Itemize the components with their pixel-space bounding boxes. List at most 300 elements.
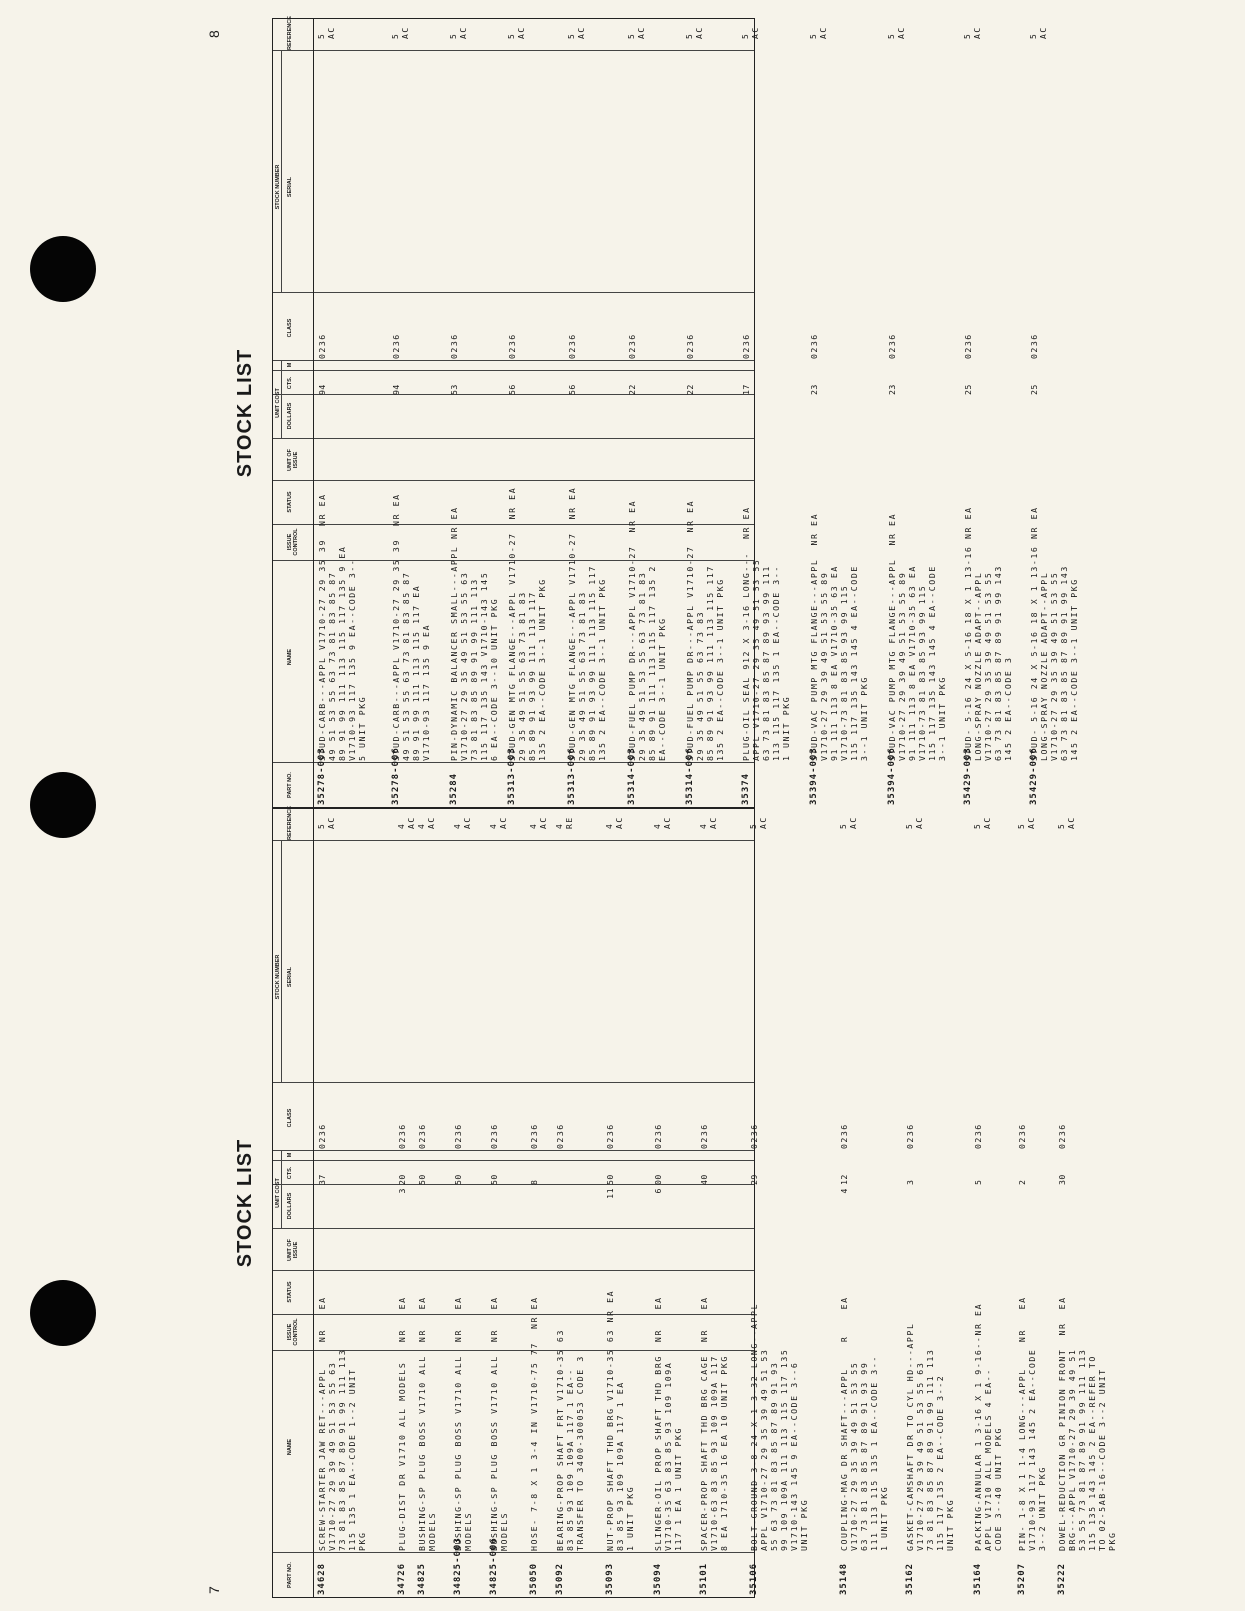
header-stock-number: STOCK NUMBER [275, 164, 281, 210]
item-description [529, 1231, 539, 1551]
description-line: 115 117 135 143 V1710-143 145 [479, 571, 489, 761]
page-title: STOCK LIST [234, 348, 256, 478]
description-line: 73 81 83 85 87 89 91 99 111 113 [925, 1348, 935, 1551]
reference-code: 5 AC [567, 26, 586, 39]
description-line: STUD-VAC PUMP MTG FLANGE---APPL NR EA [809, 512, 819, 761]
item-description [391, 441, 431, 761]
reference-code: 5 AC [317, 26, 336, 39]
unit-cost-cents: 50 [453, 1174, 463, 1185]
column-divider [273, 1184, 754, 1185]
description-line: 83 85 93 109 109A 117 1 EA [615, 1381, 625, 1551]
description-line: NUT-PROP SHAFT THD BRG V1710-35 63 NR EA [605, 1289, 615, 1551]
part-number: 35101 [699, 1562, 709, 1595]
class-code: 0236 [653, 1123, 663, 1149]
description-line: 85 89 91 93 99 111 113 117 [527, 591, 537, 761]
description-line: 6 EA--CODE 3--10 UNIT PKG [489, 597, 499, 761]
reference-code: 5 AC [973, 816, 992, 829]
description-line: 5 UNIT PKG [357, 695, 367, 761]
unit-cost-cents: 40 [699, 1174, 709, 1185]
class-code: 0236 [699, 1123, 709, 1149]
description-line: UNIT PKG [945, 1498, 955, 1551]
item-description [653, 1231, 683, 1551]
item-description [685, 441, 725, 761]
item-description [555, 1231, 585, 1551]
header-status: STATUS [287, 1281, 293, 1303]
part-number: 35313-003 [507, 747, 517, 805]
reference-code: 5 AC [839, 816, 858, 829]
header-subdivider [281, 1151, 282, 1229]
part-number: 35094 [653, 1562, 663, 1595]
part-number: 35093 [605, 1562, 615, 1595]
reference-code: 5 AC [887, 26, 906, 39]
header-dollars: DOLLARS [287, 1192, 293, 1220]
description-line: 53 55 73 81 87 89 91 99 111 113 [1077, 1348, 1087, 1551]
header-unit-of-issue: UNIT OF ISSUE [287, 449, 299, 471]
page-title: STOCK LIST [234, 1138, 256, 1268]
part-number: 34825 [417, 1562, 427, 1595]
header-issue-control: ISSUE CONTROL [287, 1318, 299, 1346]
class-code: 0236 [391, 333, 401, 359]
unit-cost-cents: 94 [391, 384, 401, 395]
unit-cost-cents: 25 [963, 384, 973, 395]
part-number: 35148 [839, 1562, 849, 1595]
header-reference: REFERENCE [287, 16, 293, 50]
description-line: 63 73 81 83 85 87 89 91 93 99 [859, 1361, 869, 1551]
column-divider [273, 50, 754, 51]
description-line: APPL V1710 ALL MODELS 4 EA-- [983, 1368, 993, 1551]
description-line: PIN- 1-8 X 1 1-4 LONG---APPL NR EA [1017, 1296, 1027, 1551]
unit-cost-cents: 3 [905, 1179, 915, 1185]
header-subdivider [281, 51, 282, 293]
unit-cost-cents: 53 [449, 384, 459, 395]
item-description [417, 1231, 437, 1551]
description-line: 73 81 83 85 87 89 91 99 111 113 [337, 1348, 347, 1551]
unit-cost-dollars: 6 [653, 1188, 663, 1194]
item-description [699, 1231, 729, 1551]
reference-code: 4 AC [529, 816, 548, 829]
description-line: 49 51 53 55 63 73 81 83 85 87 [401, 571, 411, 761]
description-line: APPL V1710-27 29 35 39 49 51 53 [759, 1348, 769, 1551]
table-header [273, 806, 314, 1597]
unit-cost-dollars: 11 [605, 1188, 615, 1199]
description-line: 85 89 91 111 113 115 117 135 2 [647, 565, 657, 761]
description-line: 115 135 1 EA--CODE 1--2 UNIT [347, 1368, 357, 1551]
description-line: PLUG-DIST DR V1710 ALL MODELS NR EA [397, 1296, 407, 1551]
description-line: 89 91 99 111 113 115 117 135 9 EA [337, 545, 347, 761]
description-line: PACKING-ANNULAR 1 3-16 X 1 9-16--NR EA [973, 1302, 983, 1551]
description-line: MODELS [463, 1511, 473, 1551]
description-line: V1710-27 29 35 39 49 51 53 55 [1049, 571, 1059, 761]
column-divider [273, 1082, 754, 1083]
unit-cost-cents: 94 [317, 384, 327, 395]
description-line: STUD-VAC PUMP MTG FLANGE---APPL NR EA [887, 512, 897, 761]
unit-cost-dollars: 4 [839, 1188, 849, 1194]
header-unit-cost: UNIT COST [275, 388, 281, 418]
description-line: STUD-FUEL PUMP DR---APPL V1710-27 NR EA [685, 499, 695, 761]
page-number: 7 [206, 1586, 222, 1594]
description-line: V1710-93 117 135 9 EA [421, 623, 431, 761]
description-line: BEARING-PROP SHAFT FRT V1710-35 63 [555, 1329, 565, 1551]
description-line: PLUG-OIL SEAL 912 X 3-16 LONG--- NR EA [741, 506, 751, 761]
description-line: 145 2 EA--CODE 3 [1003, 656, 1013, 761]
page-7-panel [200, 806, 1117, 1598]
header-cts: CTS. [287, 376, 293, 390]
part-number: 35429-006 [1029, 747, 1039, 805]
class-code: 0236 [839, 1123, 849, 1149]
table-header [273, 16, 314, 807]
description-line: MODELS [499, 1511, 509, 1551]
class-code: 0236 [605, 1123, 615, 1149]
header-dollars: DOLLARS [287, 402, 293, 430]
column-divider [273, 1228, 754, 1229]
item-description [317, 1231, 367, 1551]
description-line: TRANSFER TO 3400-300053 CODE 3 [575, 1355, 585, 1551]
description-line: UNIT PKG [799, 1498, 809, 1551]
item-description [809, 441, 869, 761]
header-cts: CTS. [287, 1166, 293, 1180]
header-part-no: PART NO. [287, 772, 293, 798]
description-line: SPACER-PROP SHAFT THD BRG CAGE NR EA [699, 1296, 709, 1551]
unit-cost-cents: 17 [741, 384, 751, 395]
unit-cost-cents: 37 [317, 1174, 327, 1185]
description-line: V1710-73 81 83 85 93 99 115 [917, 584, 927, 761]
description-line: STUD-FUEL PUMP DR---APPL V1710-27 NR EA [627, 499, 637, 761]
stock-table [272, 806, 1117, 1598]
unit-cost-cents: 50 [489, 1174, 499, 1185]
description-line: 3--1 UNIT PKG [859, 676, 869, 761]
header-reference: REFERENCE [287, 806, 293, 840]
reference-code: 4 AC [605, 816, 624, 829]
reference-code: 5 AC [507, 26, 526, 39]
description-line: 29 35 49 51 55 63 73 81 83 [517, 591, 527, 761]
header-class: CLASS [287, 318, 293, 338]
header-stock-number: STOCK NUMBER [275, 954, 281, 1000]
description-line: SLINGER-OIL PROP SHAFT THD BRG NR EA [653, 1296, 663, 1551]
description-line: 115 117 135 2 EA--CODE 3--2 [935, 1374, 945, 1551]
part-number: 35374 [741, 772, 751, 805]
column-divider [273, 370, 754, 371]
description-line: STUD-GEN MTG FLANGE---APPL V1710-27 NR EA [567, 486, 577, 761]
column-divider [273, 438, 754, 439]
description-line: 113 115 117 135 1 EA--CODE 3-- [771, 565, 781, 761]
page-8 [200, 16, 1079, 808]
description-line: 91 111 113 8 EA V1710-35 63 EA [907, 565, 917, 761]
description-line: 3--1 UNIT PKG [937, 676, 947, 761]
item-description [1057, 1231, 1117, 1551]
item-description [453, 1231, 473, 1551]
description-line: V1710-27 29 35 39 49 51 53 55 [983, 571, 993, 761]
part-number: 35313-006 [567, 747, 577, 805]
description-line: MODELS [427, 1511, 437, 1551]
description-line: 111 113 115 135 1 EA--CODE 3-- [869, 1355, 879, 1551]
reference-code: 5 AC [741, 26, 760, 39]
description-line: 91 111 113 8 EA V1710-35 63 EA [829, 565, 839, 761]
unit-cost-cents: 50 [417, 1174, 427, 1185]
description-line: GASKET-CAMSHAFT DR TO CYL HD---APPL [905, 1322, 915, 1551]
header-class: CLASS [287, 1108, 293, 1128]
header-unit-of-issue: UNIT OF ISSUE [287, 1239, 299, 1261]
description-line: BRG---APPL V1710-27 29 39 49 51 [1067, 1348, 1077, 1551]
part-number: 35314-006 [685, 747, 695, 805]
class-code: 0236 [887, 333, 897, 359]
description-line: V1710-27 29 35 39 49 51 53 55 [849, 1361, 859, 1551]
class-code: 0236 [489, 1123, 499, 1149]
description-line: 115 135 143 145 2 EA--REFER TO [1087, 1355, 1097, 1551]
item-description [973, 1231, 1003, 1551]
description-line: PKG [1107, 1531, 1117, 1551]
description-line: 63 73 81 83 85 87 89 91 99 143 [993, 565, 1003, 761]
reference-code: 5 AC [627, 26, 646, 39]
header-m: M [287, 362, 293, 368]
column-divider [273, 1160, 754, 1161]
reference-code: 4 AC [417, 816, 436, 829]
part-number: 35394-003 [809, 747, 819, 805]
description-line: BOLT-GROUND 3-8 24 X 1 3-32 LONG--APPL [749, 1302, 759, 1551]
class-code: 0236 [627, 333, 637, 359]
class-code: 0236 [417, 1123, 427, 1149]
part-number: 35222 [1057, 1562, 1067, 1595]
binder-hole-top [30, 236, 96, 302]
description-line: 145 2 EA--CODE 3--1 UNIT PKG [1069, 578, 1079, 761]
class-code: 0236 [529, 1123, 539, 1149]
part-number: 35284 [449, 772, 459, 805]
reference-code: 4 AC [397, 816, 416, 829]
class-code: 0236 [567, 333, 577, 359]
description-line: LONG-SPRAY NOZZLE ADAPT--APPL [973, 571, 983, 761]
description-line: 3--2 UNIT PKG [1037, 1466, 1047, 1551]
class-code: 0236 [1017, 1123, 1027, 1149]
unit-cost-cents: 29 [749, 1174, 759, 1185]
unit-cost-cents: 2 [1017, 1179, 1027, 1185]
column-divider [273, 1552, 754, 1553]
part-number: 35429-003 [963, 747, 973, 805]
description-line: STUD-CARB---APPL V1710-27 29 35 39 NR EA [317, 493, 327, 761]
description-line: CODE 3--40 UNIT PKG [993, 1426, 1003, 1551]
part-number: 35314-003 [627, 747, 637, 805]
description-line: DOWEL-REDUCTION GR PINION FRONT NR EA [1057, 1296, 1067, 1551]
description-line: BUSHING-SP PLUG BOSS V1710 ALL NR EA [453, 1296, 463, 1551]
page-7 [200, 806, 1117, 1598]
column-divider [273, 1150, 754, 1151]
description-line: 135 2 EA--CODE 3--1 UNIT PKG [537, 578, 547, 761]
description-line: 85 89 91 93 99 111 113 115 117 [587, 565, 597, 761]
description-line: 63 73 81 83 85 87 89 91 99 143 [1059, 565, 1069, 761]
item-description [1017, 1231, 1047, 1551]
header-issue-control: ISSUE CONTROL [287, 528, 299, 556]
description-line: STUD-GEN MTG FLANGE---APPL V1710-27 NR EA [507, 486, 517, 761]
description-line: 115 117 135 143 145 4 EA--CODE [927, 565, 937, 761]
description-line: V1710-27 29 35 49 51 53 55 63 [459, 571, 469, 761]
description-line: V1710-93 117 143 145 2 EA--CODE [1027, 1348, 1037, 1551]
description-line: TO 02-5AB-16--CODE 3--2 UNIT [1097, 1368, 1107, 1551]
description-line: V1710-35 63 83 85 93 109 109A [663, 1361, 673, 1551]
unit-cost-cents: 50 [605, 1174, 615, 1185]
header-name: NAME [287, 648, 293, 666]
class-code: 0236 [1057, 1123, 1067, 1149]
class-code: 0236 [905, 1123, 915, 1149]
item-description [741, 441, 791, 761]
reference-code: 5 AC [749, 816, 768, 829]
column-divider [273, 360, 754, 361]
description-line: LONG-SPRAY NOZZLE ADAPT--APPL [1039, 571, 1049, 761]
item-description [567, 441, 607, 761]
description-line: 49 51 53 55 63 73 81 83 85 87 [327, 571, 337, 761]
unit-cost-cents: 00 [653, 1174, 663, 1185]
description-line: PKG [357, 1531, 367, 1551]
unit-cost-cents: 56 [507, 384, 517, 395]
item-description [905, 1231, 955, 1551]
part-number: 35050 [529, 1562, 539, 1595]
reference-code: 5 AC [1057, 816, 1076, 829]
class-code: 0236 [973, 1123, 983, 1149]
reference-code: 5 AC [1029, 26, 1048, 39]
unit-cost-cents: 5 [973, 1179, 983, 1185]
item-description [887, 441, 947, 761]
reference-code: 4 RE [555, 816, 574, 829]
item-description [397, 1231, 407, 1551]
class-code: 0236 [449, 333, 459, 359]
description-line: V1710-27 29 39 49 51 53 55 63 [915, 1361, 925, 1551]
class-code: 0236 [963, 333, 973, 359]
description-line: 99 109 109A 111 113 115 117 135 [779, 1348, 789, 1551]
part-number: 35092 [555, 1562, 565, 1595]
reference-code: 5 AC [449, 26, 468, 39]
reference-code: 4 AC [453, 816, 472, 829]
item-description [507, 441, 547, 761]
header-status: STATUS [287, 491, 293, 513]
page-8-panel [200, 16, 1079, 808]
class-code: 0236 [555, 1123, 565, 1149]
part-number: 35394-006 [887, 747, 897, 805]
unit-cost-cents: 22 [627, 384, 637, 395]
description-line: 29 35 49 51 53 55 63 73 81 83 [637, 571, 647, 761]
description-line: 117 1 EA 1 UNIT PKG [673, 1426, 683, 1551]
description-line: V1710-73 81 83 85 93 99 115 [839, 584, 849, 761]
description-line: 135 2 EA--CODE 3--1 UNIT PKG [597, 578, 607, 761]
binder-hole-middle [30, 772, 96, 838]
reference-code: 4 AC [653, 816, 672, 829]
description-line: V1710-27 29 39 49 51 53 55 89 [897, 571, 907, 761]
description-line: COUPLING-MAG DR SHAFT---APPL R EA [839, 1296, 849, 1551]
item-description [317, 441, 367, 761]
item-description [749, 1231, 809, 1551]
part-number: 34628 [317, 1562, 327, 1595]
unit-cost-cents: 20 [397, 1174, 407, 1185]
header-subdivider [281, 361, 282, 439]
item-description [963, 441, 1013, 761]
description-line: PIN-DYNAMIC BALANCER SMALL---APPL NR EA [449, 506, 459, 761]
item-description [627, 441, 667, 761]
header-serial: SERIAL [287, 176, 293, 198]
unit-cost-cents: 23 [887, 384, 897, 395]
class-code: 0236 [741, 333, 751, 359]
reference-code: 4 AC [699, 816, 718, 829]
unit-cost-cents: 12 [839, 1174, 849, 1185]
class-code: 0236 [397, 1123, 407, 1149]
part-number: 35106 [749, 1562, 759, 1595]
unit-cost-cents: 22 [685, 384, 695, 395]
reference-code: 5 AC [905, 816, 924, 829]
description-line: STUD- 5-16 24 X 5-16 18 X 1 13-16 NR EA [1029, 506, 1039, 761]
header-m: M [287, 1152, 293, 1158]
part-number: 34825-003 [453, 1537, 463, 1595]
item-description [839, 1231, 889, 1551]
description-line: 89 91 99 111 113 115 117 EA [411, 584, 421, 761]
description-line: V1710-63 83 85 93 109 109A 117 [709, 1355, 719, 1551]
part-number: 34726 [397, 1562, 407, 1595]
description-line: EA--CODE 3--1 UNIT PKG [657, 617, 667, 761]
reference-code: 5 AC [809, 26, 828, 39]
description-line: 29 35 49 51 55 63 73 83 [695, 610, 705, 761]
description-line: SCREW-STARTER JAW RET---APPL NR EA [317, 1296, 327, 1551]
class-code: 0236 [453, 1123, 463, 1149]
class-code: 0236 [685, 333, 695, 359]
item-description [489, 1231, 509, 1551]
description-line: 63 73 81 83 85 87 89 93 99 111 [761, 565, 771, 761]
header-subdivider [281, 841, 282, 1083]
unit-cost-dollars: 3 [397, 1188, 407, 1194]
part-number: 35278-003 [317, 747, 327, 805]
item-description [1029, 441, 1079, 761]
item-description [605, 1231, 635, 1551]
description-line: 1 UNIT PKG [781, 695, 791, 761]
unit-cost-cents: 30 [1057, 1174, 1067, 1185]
class-code: 0236 [507, 333, 517, 359]
page-number: 8 [206, 30, 222, 38]
description-line: 115 117 135 143 145 4 EA--CODE [849, 565, 859, 761]
part-number: 35162 [905, 1562, 915, 1595]
part-number: 34825-006 [489, 1537, 499, 1595]
reference-code: 5 AC [685, 26, 704, 39]
description-line: 73 81 83 85 89 91 99 111 113 [469, 578, 479, 761]
description-line: 8 EA 1710-35 16 EA 10 UNIT PKG [719, 1355, 729, 1551]
description-line: 55 63 73 81 83 85 87 89 91 93 [769, 1361, 779, 1551]
description-line: STUD- 5-16 24 X 5-16 18 X 1 13-16 NR EA [963, 506, 973, 761]
description-line: V1710-27 29 39 49 51 53 55 63 [327, 1361, 337, 1551]
description-line: 1 UNIT PKG [625, 1485, 635, 1551]
description-line: APPL V1710-27 29 35 49 51 53 55 [751, 558, 761, 761]
class-code: 0236 [1029, 333, 1039, 359]
header-name: NAME [287, 1438, 293, 1456]
header-unit-cost: UNIT COST [275, 1178, 281, 1208]
column-divider [273, 292, 754, 293]
unit-cost-cents: 56 [567, 384, 577, 395]
header-part-no: PART NO. [287, 1562, 293, 1588]
class-code: 0236 [749, 1123, 759, 1149]
reference-code: 5 AC [317, 816, 336, 829]
description-line: V1710-93 117 135 9 EA--CODE 3-- [347, 558, 357, 761]
description-line: 1 UNIT PKG [879, 1485, 889, 1551]
column-divider [273, 840, 754, 841]
unit-cost-cents: 25 [1029, 384, 1039, 395]
reference-code: 5 AC [391, 26, 410, 39]
unit-cost-cents: 8 [529, 1179, 539, 1185]
unit-cost-cents: 23 [809, 384, 819, 395]
description-line: 135 2 EA--CODE 3--1 UNIT PKG [715, 578, 725, 761]
description-line: BUSHING-SP PLUG BOSS V1710 ALL NR EA [489, 1296, 499, 1551]
description-line: V1710-27 29 39 49 51 53 55 89 [819, 571, 829, 761]
reference-code: 5 AC [963, 26, 982, 39]
description-line: 83 85 93 109 109A 117 1 EA-- [565, 1368, 575, 1551]
part-number: 35207 [1017, 1562, 1027, 1595]
class-code: 0236 [317, 333, 327, 359]
reference-code: 4 AC [489, 816, 508, 829]
description-line: 85 89 91 93 99 111 113 115 117 [705, 565, 715, 761]
description-line: HOSE- 7-8 X 1 3-4 IN V1710-75 77 NR EA [529, 1296, 539, 1551]
part-number: 35164 [973, 1562, 983, 1595]
description-line: V1710-143 145 9 EA--CODE 3--6 [789, 1361, 799, 1551]
description-line: 29 35 49 51 55 63 73 81 83 [577, 591, 587, 761]
